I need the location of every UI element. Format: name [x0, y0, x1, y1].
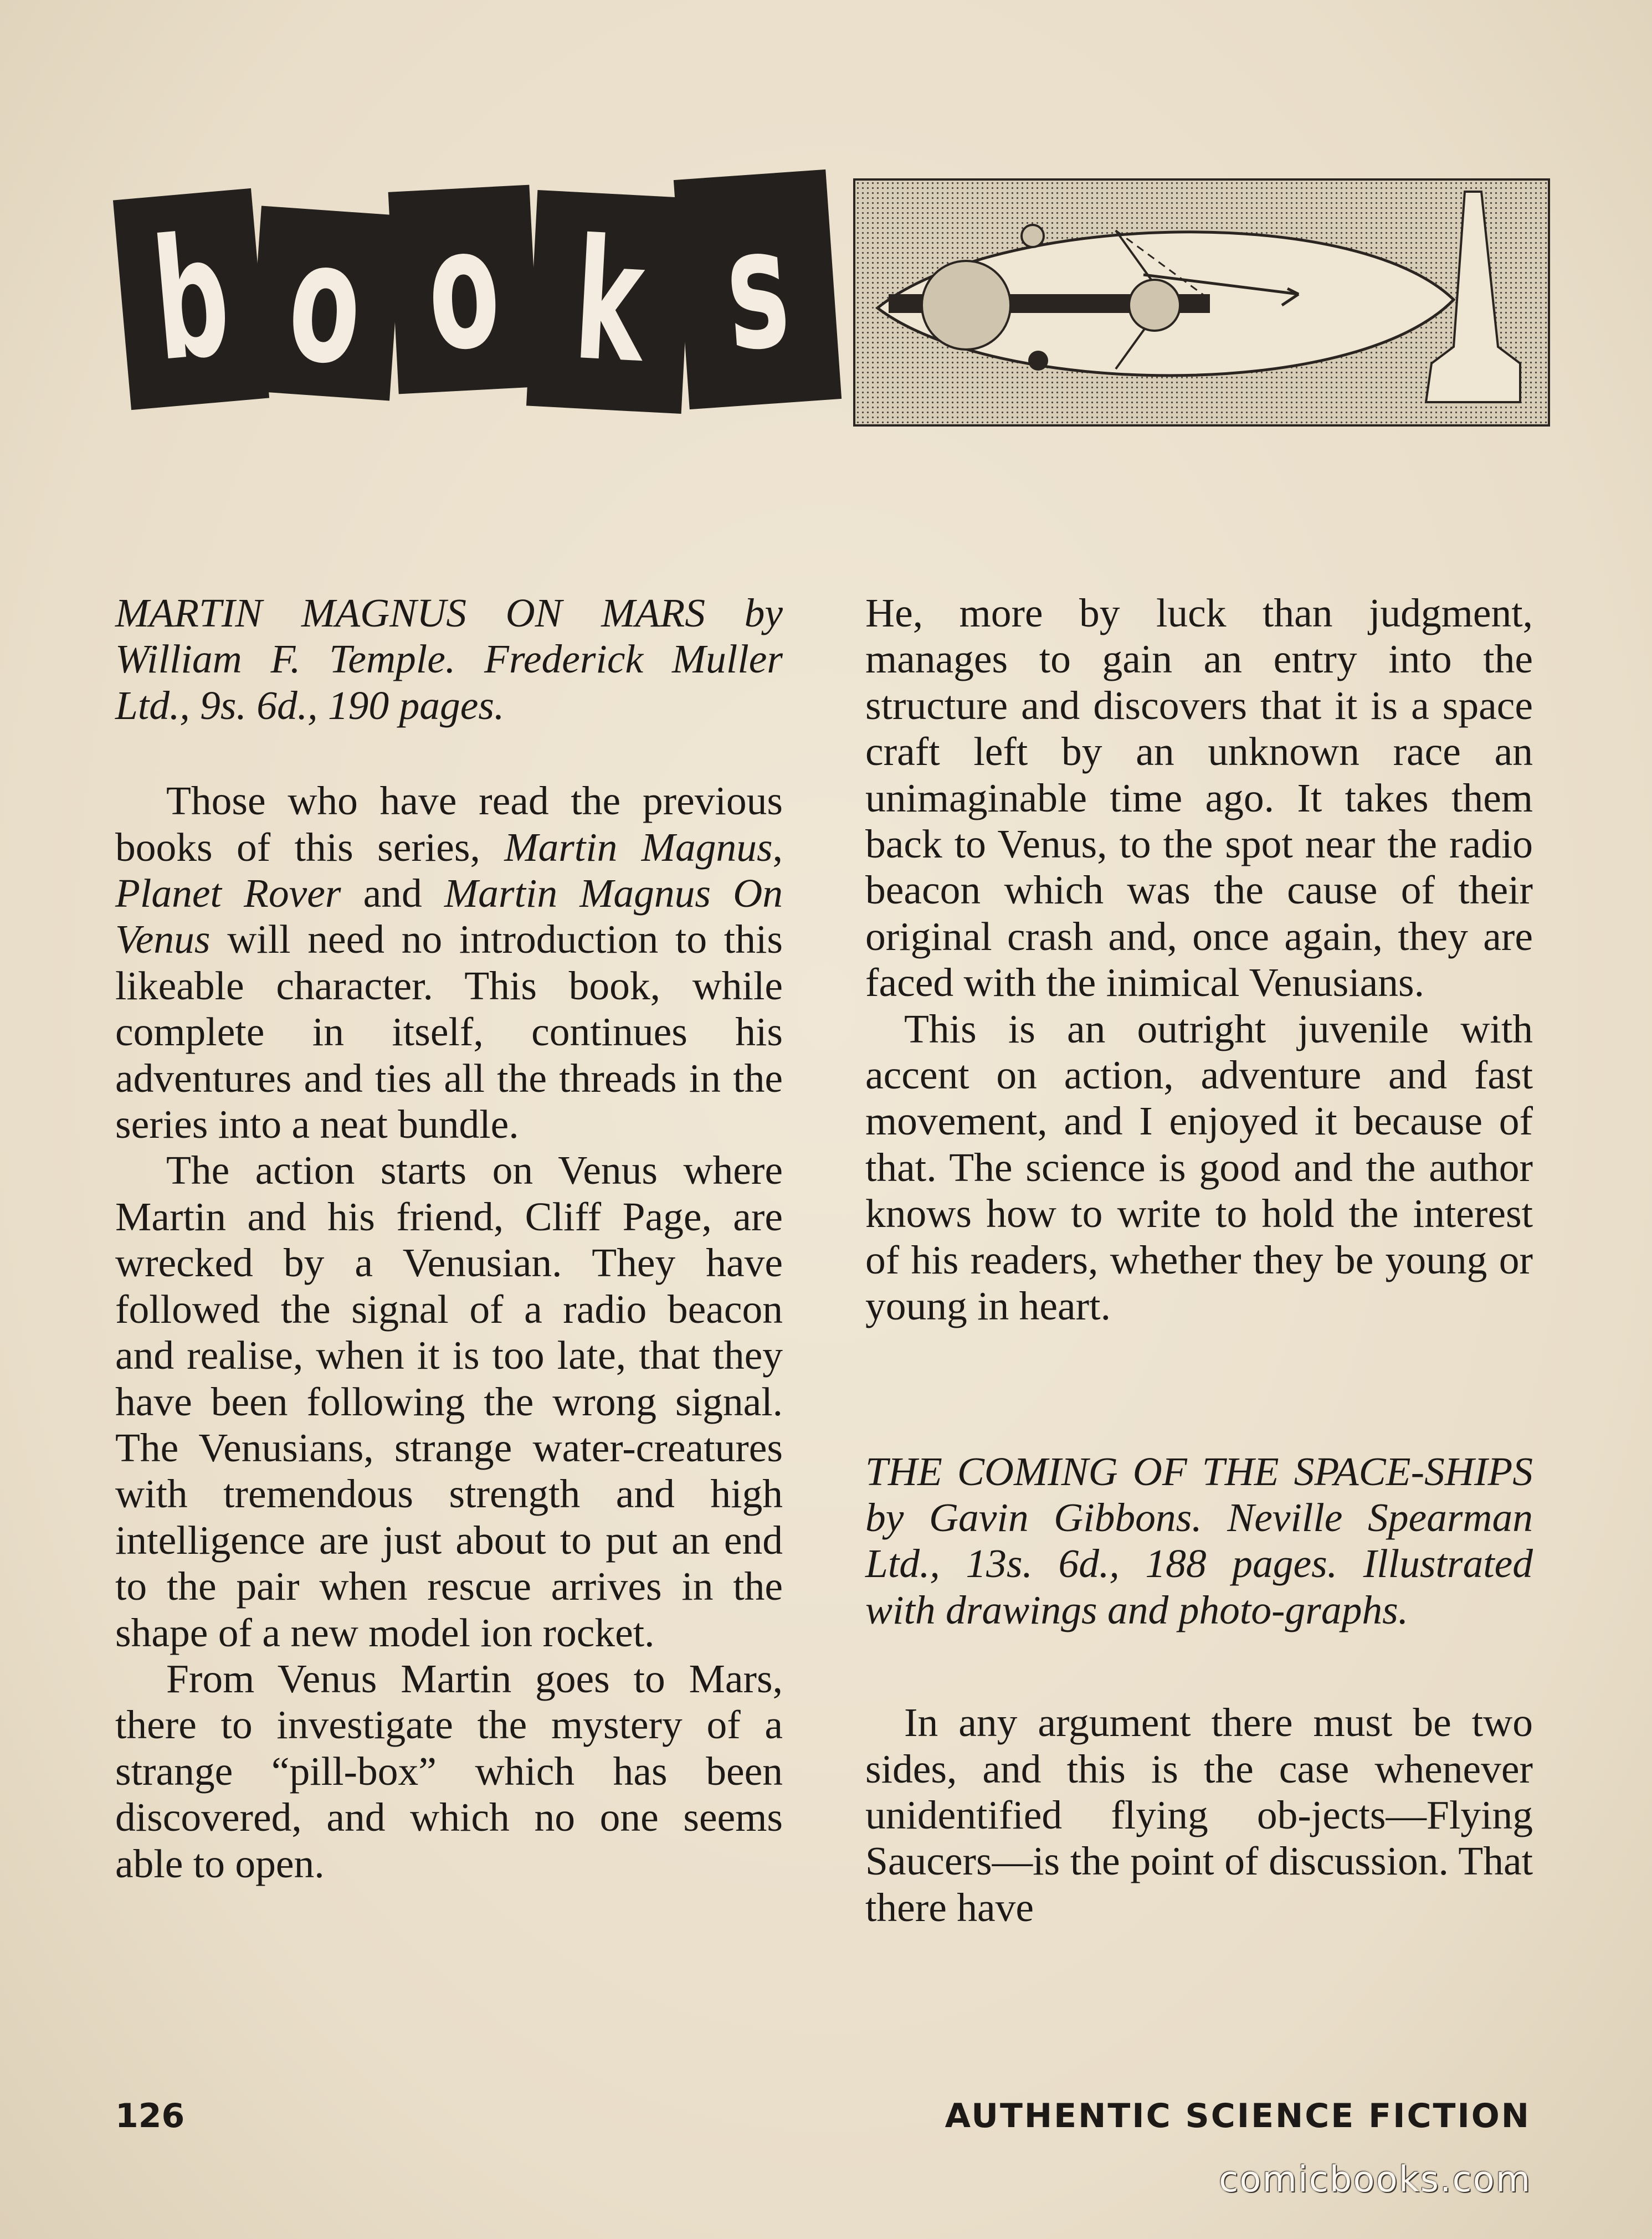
- review2-paragraph-1: In any argument there must be two sides, and this is the case whenever unidentified flying ob-jects—Flying Saucers—is the point of discussion. That there have: [865, 1700, 1533, 1930]
- header-letter-s: s: [674, 170, 842, 409]
- review1-paragraph-5: This is an outright juvenile with accent on action, adventure and fast movement, and I enjoyed it because of that. The science is good and the author knows how to write to hold the interest of his readers, whether they be young or young in heart.: [865, 1006, 1533, 1329]
- review2-heading: THE COMING OF THE SPACE-SHIPS by Gavin Gibbons. Neville Spearman Ltd., 13s. 6d., 188 pages. Illustrated with drawings and photo-graphs.: [865, 1449, 1533, 1632]
- header-letter-k: k: [526, 190, 692, 414]
- review1-paragraph-3: From Venus Martin goes to Mars, there to investigate the mystery of a strange “pill-box” which has been discovered, and which no one seems able to open.: [115, 1656, 783, 1886]
- watermark: comicbooks.com: [1219, 2159, 1532, 2200]
- header-letter-o1: o: [249, 206, 403, 401]
- review1-heading: MARTIN MAGNUS ON MARS by William F. Temple. Frederick Muller Ltd., 9s. 6d., 190 pages.: [115, 590, 783, 728]
- spaceship-illustration: [853, 178, 1550, 427]
- right-column: [865, 590, 1533, 1930]
- spaceship-drawing: [855, 181, 1548, 424]
- books-header: [122, 172, 1546, 432]
- review1-paragraph-4: He, more by luck than judgment, manages to gain an entry into the structure and discovers that it is a space craft left by an unknown race an unimaginable time ago. It takes them back to Venus, to the spot near the radio beacon which was the cause of their original crash and, once again, they are faced with the inimical Venusians.: [865, 590, 1533, 1005]
- review1-paragraph-1: Those who have read the previous books of this series, Martin Magnus, Planet Rover and Martin Magnus On Venus will need no introduction to this likeable character. This book, while complete in itself, continues his adventures and ties all the threads in the series into a neat bundle.: [115, 778, 783, 1147]
- left-column: [115, 590, 783, 1887]
- header-letter-o2: o: [388, 185, 540, 394]
- review1-paragraph-2: The action starts on Venus where Martin and his friend, Cliff Page, are wrecked by a Venusian. They have followed the signal of a radio beacon and realise, when it is too late, that they have been following the wrong signal. The Venusians, strange water-creatures with tremendous strength and high intelligence are just about to put an end to the pair when rescue arrives in the shape of a new model ion rocket.: [115, 1148, 783, 1655]
- magazine-name: AUTHENTIC SCIENCE FICTION: [945, 2097, 1531, 2135]
- page-number: 126: [115, 2097, 185, 2135]
- header-letter-b: b: [113, 188, 269, 410]
